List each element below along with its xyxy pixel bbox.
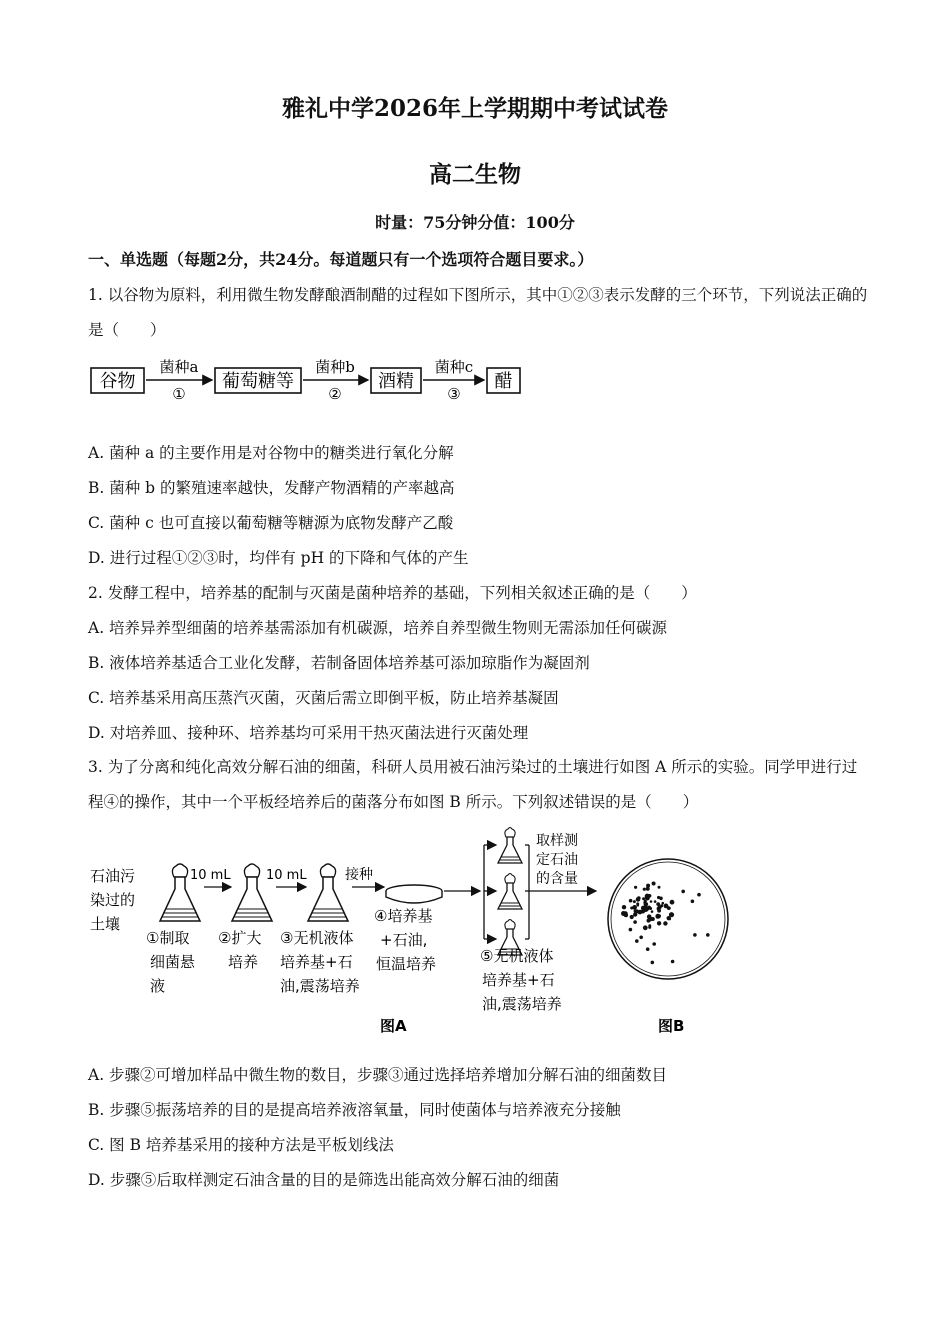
q1-process-diagram — [88, 352, 528, 404]
colony-dot — [670, 900, 675, 905]
step4-label-2: +石油, — [380, 931, 428, 949]
colony-dot — [693, 933, 697, 937]
colony-dot — [629, 928, 633, 932]
arrow-3-top: 菌种c — [434, 358, 474, 376]
q2-stem: 2. 发酵工程中，培养基的配制与灭菌是菌种培养的基础，下列相关叙述正确的是（ ） — [88, 584, 697, 602]
step2-label-1: ②扩大 — [218, 929, 262, 947]
colony-dot — [646, 947, 650, 951]
exam-meta: 时量：75分钟分值：100分 — [375, 213, 575, 232]
q1-option-c: C. 菌种 c 也可直接以葡萄糖等糖源为底物发酵产乙酸 — [88, 514, 454, 532]
box-vinegar-label: 醋 — [494, 371, 513, 392]
colony-dot — [657, 914, 661, 918]
soil-label-2: 染过的 — [90, 891, 136, 909]
colony-dot — [652, 882, 656, 886]
figure-b-label: 图B — [658, 1017, 685, 1035]
colony-dot — [635, 939, 639, 943]
colony-dot — [637, 904, 640, 907]
colony-dot — [641, 909, 645, 913]
colony-dot — [642, 897, 645, 900]
colony-dot — [662, 902, 665, 905]
colony-dot — [654, 900, 657, 903]
figure-a-label: 图A — [380, 1017, 407, 1035]
q3-option-c: C. 图 B 培养基采用的接种方法是平板划线法 — [88, 1136, 394, 1154]
box-alcohol-label: 酒精 — [378, 371, 414, 392]
colony-dot — [659, 897, 663, 901]
colony-dot — [657, 909, 661, 913]
colony-dot — [637, 896, 641, 900]
colony-dot — [633, 920, 637, 924]
colony-dot — [622, 905, 626, 909]
q1-stem: 1. 以谷物为原料，利用微生物发酵酿酒制醋的过程如下图所示，其中①②③表示发酵的三个环节，下列说法正确的是（ ） — [88, 286, 868, 339]
arrow-1-bottom: ① — [172, 385, 186, 403]
colony-dot — [697, 893, 701, 897]
colony-dot — [646, 884, 650, 888]
subject-title: 高二生物 — [429, 161, 521, 188]
colony-dot — [669, 912, 674, 917]
box-grain-label: 谷物 — [99, 371, 136, 392]
step3-label-1: ③无机液体 — [280, 929, 354, 947]
colony-dot — [658, 886, 661, 889]
colony-dot — [691, 900, 695, 904]
colony-dot — [629, 899, 633, 903]
q2-option-a: A. 培养异养型细菌的培养基需添加有机碳源，培养自养型微生物则无需添加任何碳源 — [88, 619, 668, 637]
colony-dot — [648, 926, 651, 929]
sample-label-3: 的含量 — [536, 871, 578, 887]
colony-dot — [681, 890, 685, 894]
step1-label-1: ①制取 — [146, 929, 190, 947]
q3-option-d: D. 步骤⑤后取样测定石油含量的目的是筛选出能高效分解石油的细菌 — [88, 1171, 560, 1189]
colony-dot — [663, 921, 667, 925]
step4-label-3: 恒温培养 — [376, 955, 437, 973]
q2-option-b: B. 液体培养基适合工业化发酵，若制备固体培养基可添加琼脂作为凝固剂 — [88, 654, 590, 672]
colony-dot — [657, 921, 661, 925]
colony-dot — [630, 915, 634, 919]
colony-dot — [643, 925, 648, 930]
colony-dot — [645, 894, 650, 899]
inoculate-label: 接种 — [345, 867, 373, 883]
arrow-2-bottom: ② — [328, 385, 342, 403]
volume-2: 10 mL — [266, 868, 307, 883]
q2-option-d: D. 对培养皿、接种环、培养基均可采用干热灭菌法进行灭菌处理 — [88, 724, 529, 742]
colony-dot — [651, 961, 655, 965]
step5-label-3: 油,震荡培养 — [482, 995, 562, 1013]
flask-3 — [308, 864, 348, 921]
arrow-2-top: 菌种b — [315, 358, 355, 376]
colony-dot — [652, 942, 656, 946]
q1-option-a: A. 菌种 a 的主要作用是对谷物中的糖类进行氧化分解 — [88, 444, 454, 462]
q3-figure — [88, 825, 738, 1040]
step3-label-2: 培养基+石 — [280, 953, 353, 971]
sample-label-1: 取样测 — [536, 833, 578, 849]
colony-dot — [624, 913, 628, 917]
q1-option-d: D. 进行过程①②③时，均伴有 pH 的下降和气体的产生 — [88, 549, 469, 567]
q3-option-b: B. 步骤⑤振荡培养的目的是提高培养液溶氧量，同时使菌体与培养液充分接触 — [88, 1101, 621, 1119]
q3-option-a: A. 步骤②可增加样品中微生物的数目，步骤③通过选择培养增加分解石油的细菌数目 — [88, 1066, 668, 1084]
flask-5b — [498, 874, 522, 910]
section-heading: 一、单选题（每题2分，共24分。每道题只有一个选项符合题目要求。） — [88, 250, 594, 269]
sample-label-2: 定石油 — [536, 852, 578, 868]
exam-title: 雅礼中学2026年上学期期中考试试卷 — [281, 95, 668, 122]
step1-label-3: 液 — [150, 977, 166, 995]
step2-label-2: 培养 — [228, 953, 259, 971]
q2-option-c: C. 培养基采用高压蒸汽灭菌，灭菌后需立即倒平板，防止培养基凝固 — [88, 689, 559, 707]
colony-dot — [643, 888, 646, 891]
colony-dot — [632, 905, 637, 910]
step1-label-2: 细菌悬 — [150, 953, 196, 971]
colony-dot — [651, 910, 654, 913]
step3-label-3: 油,震荡培养 — [280, 977, 360, 995]
colony-dot — [650, 900, 653, 903]
colony-dot — [639, 936, 643, 940]
step5-label-1: ⑤无机液体 — [480, 947, 554, 965]
flask-5a — [498, 828, 522, 864]
colony-dot — [706, 933, 710, 937]
colony-dot — [665, 904, 668, 907]
colony-dot — [633, 900, 636, 903]
soil-label-1: 石油污 — [90, 867, 136, 885]
plate-b — [608, 859, 728, 979]
step5-label-2: 培养基+石 — [482, 971, 555, 989]
colony-dot — [634, 886, 637, 889]
colony-dot — [647, 914, 652, 919]
arrow-3-bottom: ③ — [447, 385, 461, 403]
petri-dish-step4 — [386, 885, 442, 903]
q1-option-b: B. 菌种 b 的繁殖速率越快，发酵产物酒精的产率越高 — [88, 479, 455, 497]
q3-stem: 3. 为了分离和纯化高效分解石油的细菌，科研人员用被石油污染过的土壤进行如图 A 所示的实验。同学甲进行过程④的操作，其中一个平板经培养后的菌落分布如图 B 所示。下列叙述错误的是（ ） — [88, 758, 858, 811]
colony-dot — [671, 960, 675, 964]
step4-label-1: ④培养基 — [374, 907, 433, 925]
volume-1: 10 mL — [190, 868, 231, 883]
colony-dot — [633, 912, 637, 916]
colony-dot — [668, 917, 671, 920]
soil-label-3: 土壤 — [90, 915, 121, 933]
colony-dot — [644, 900, 647, 903]
box-glucose-label: 葡萄糖等 — [222, 371, 294, 392]
arrow-1-top: 菌种a — [159, 358, 199, 376]
